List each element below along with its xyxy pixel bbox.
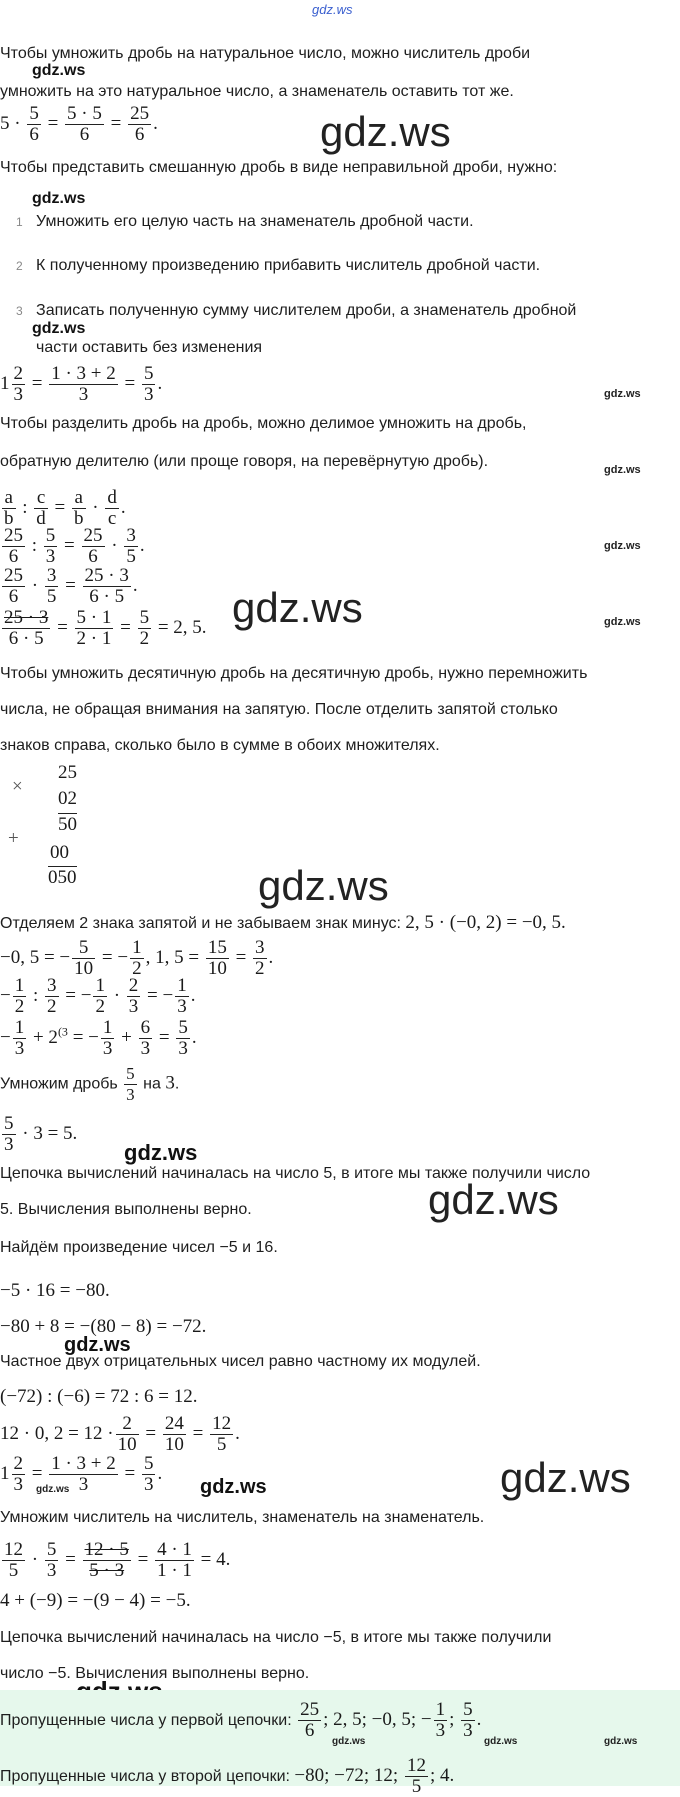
paragraph-1-line-1: Чтобы умножить дробь на натуральное число, можно числитель дроби bbox=[0, 45, 531, 62]
watermark: gdz.ws bbox=[32, 62, 86, 79]
paragraph-4-line-2: числа, не обращая внимания на запятую. После отделить запятой столько bbox=[0, 701, 558, 718]
paragraph-3-line-2: обратную делителю (или проще говоря, на перевёрнутую дробь). bbox=[0, 453, 489, 470]
answer-first-chain: Пропущенные числа у первой цепочки: $\frac{25}{6}$ ; 2, 5; −0, 5; − $\frac{1}{3}$ ; $\frac{5}{3}$ . bbox=[0, 1699, 482, 1741]
watermark: gdz.ws bbox=[604, 540, 641, 552]
equation-14: 12 · 0, 2 = 12 · $\frac{2}{10}$ = $\frac{24}{10}$ = $\frac{12}{5}$ . bbox=[0, 1413, 240, 1455]
equation-7: −0, 5 = − $\frac{5}{10}$ = − $\frac{1}{2}$ , 1, 5 = $\frac{15}{10}$ = $\frac{3}{2}$ . bbox=[0, 937, 274, 979]
column-row: 050 bbox=[48, 867, 77, 888]
paragraph-2: Чтобы представить смешанную дробь в виде неправильной дроби, нужно: bbox=[0, 159, 558, 176]
watermark: gdz.ws bbox=[232, 584, 363, 631]
watermark: gdz.ws bbox=[604, 1736, 638, 1747]
equation-12: −80 + 8 = −(80 − 8) = −72. bbox=[0, 1316, 207, 1337]
paragraph-5: Отделяем 2 знака запятой и не забываем знак минус: 2, 5 · (−0, 2) = −0, 5. bbox=[0, 912, 566, 933]
watermark: gdz.ws bbox=[604, 616, 641, 628]
paragraph-4-line-1: Чтобы умножить десятичную дробь на десятичную дробь, нужно перемножить bbox=[0, 665, 588, 682]
equation-15: 1 $\frac{2}{3}$ = $\frac{1 \cdot 3 + 2}{3}$ = $\frac{5}{3}$ . bbox=[0, 1453, 163, 1495]
watermark: gdz.ws bbox=[32, 190, 86, 207]
paragraph-7-line-1: Цепочка вычислений начиналась на число 5, в итоге мы также получили число bbox=[0, 1165, 591, 1182]
paragraph-7-line-2: 5. Вычисления выполнены верно. bbox=[0, 1201, 252, 1218]
column-row: 25 bbox=[58, 762, 77, 783]
equation-1: 5 · $\frac{5}{6}$ = $\frac{5 \cdot 5}{6}$ = $\frac{25}{6}$ . bbox=[0, 103, 158, 145]
paragraph-10: Умножим числитель на числитель, знаменатель на знаменатель. bbox=[0, 1509, 485, 1526]
equation-17: 4 + (−9) = −(9 − 4) = −5. bbox=[0, 1590, 191, 1611]
answer-second-chain: Пропущенные числа у второй цепочки: −80; −72; 12; $\frac{12}{5}$ ; 4. bbox=[0, 1755, 455, 1797]
watermark: gdz.ws bbox=[500, 1454, 631, 1501]
column-row: 00 bbox=[50, 842, 69, 863]
equation-8: − $\frac{1}{2}$ : $\frac{3}{2}$ = − $\frac{1}{2}$ · $\frac{2}{3}$ = − $\frac{1}{3}$ . bbox=[0, 975, 196, 1017]
watermark: gdz.ws bbox=[332, 1736, 366, 1747]
watermark: gdz.ws bbox=[484, 1736, 518, 1747]
equation-16: $\frac{12}{5}$ · $\frac{5}{3}$ = $\frac{12 \cdot 5}{5 \cdot 3}$ = $\frac{4 \cdot 1}{1 \cdot 1}$ = 4. bbox=[4, 1539, 231, 1581]
equation-13: (−72) : (−6) = 72 : 6 = 12. bbox=[0, 1386, 198, 1407]
watermark: gdz.ws bbox=[604, 388, 641, 400]
equation-6: $\frac{25 \cdot 3}{6 \cdot 5}$ = $\frac{5 \cdot 1}{2 \cdot 1}$ = $\frac{5}{2}$ = 2, 5. bbox=[4, 607, 207, 649]
equation-3: $\frac{a}{b}$ : $\frac{c}{d}$ = $\frac{a}{b}$ · $\frac{d}{c}$ . bbox=[4, 487, 126, 529]
top-watermark: gdz.ws bbox=[312, 2, 353, 17]
list-item: 2 К полученному произведению прибавить числитель дробной части. bbox=[16, 257, 541, 274]
list-item: 1 Умножить его целую часть на знаменатель дробной части. bbox=[16, 213, 474, 230]
watermark: gdz.ws bbox=[36, 1484, 70, 1495]
paragraph-11-line-1: Цепочка вычислений начиналась на число −5, в итоге мы также получили bbox=[0, 1629, 552, 1646]
paragraph-11-line-2: число −5. Вычисления выполнены верно. bbox=[0, 1665, 310, 1682]
list-item-continuation: части оставить без изменения bbox=[36, 339, 263, 356]
paragraph-4-line-3: знаков справа, сколько было в сумме в обоих множителях. bbox=[0, 737, 440, 754]
equation-9: − $\frac{1}{3}$ + $2^{(3}$ = − $\frac{1}{3}$ + $\frac{6}{3}$ = $\frac{5}{3}$ . bbox=[0, 1017, 197, 1059]
equation-2: 1 $\frac{2}{3}$ = $\frac{1 \cdot 3 + 2}{3}$ = $\frac{5}{3}$ . bbox=[0, 363, 163, 405]
watermark: gdz.ws bbox=[200, 1476, 267, 1498]
list-item: 3 Записать полученную сумму числителем дроби, а знаменатель дробной bbox=[16, 302, 577, 319]
equation-11: −5 · 16 = −80. bbox=[0, 1280, 110, 1301]
watermark: gdz.ws bbox=[32, 320, 86, 337]
watermark: gdz.ws bbox=[64, 1334, 131, 1356]
watermark: gdz.ws bbox=[428, 1176, 559, 1223]
equation-4: $\frac{25}{6}$ : $\frac{5}{3}$ = $\frac{25}{6}$ · $\frac{3}{5}$ . bbox=[4, 525, 145, 567]
paragraph-9: Частное двух отрицательных чисел равно частному их модулей. bbox=[0, 1353, 481, 1370]
paragraph-1-line-2: умножить на это натуральное число, а знаменатель оставить тот же. bbox=[0, 83, 514, 100]
paragraph-8: Найдём произведение чисел −5 и 16. bbox=[0, 1239, 278, 1256]
times-sign: × bbox=[12, 776, 23, 797]
column-row: 02 bbox=[58, 788, 77, 809]
paragraph-3-line-1: Чтобы разделить дробь на дробь, можно делимое умножить на дробь, bbox=[0, 415, 527, 432]
column-row: 50 bbox=[58, 814, 77, 835]
equation-5: $\frac{25}{6}$ · $\frac{3}{5}$ = $\frac{25 \cdot 3}{6 \cdot 5}$ . bbox=[4, 565, 138, 607]
equation-10: $\frac{5}{3}$ · 3 = 5. bbox=[4, 1113, 78, 1155]
watermark: gdz.ws bbox=[320, 108, 451, 155]
watermark: gdz.ws bbox=[258, 862, 389, 909]
watermark: gdz.ws bbox=[124, 1140, 198, 1165]
watermark: gdz.ws bbox=[604, 464, 641, 476]
paragraph-6: Умножим дробь $\frac{5}{3}$ на 3. bbox=[0, 1064, 180, 1104]
plus-sign: + bbox=[8, 828, 19, 849]
